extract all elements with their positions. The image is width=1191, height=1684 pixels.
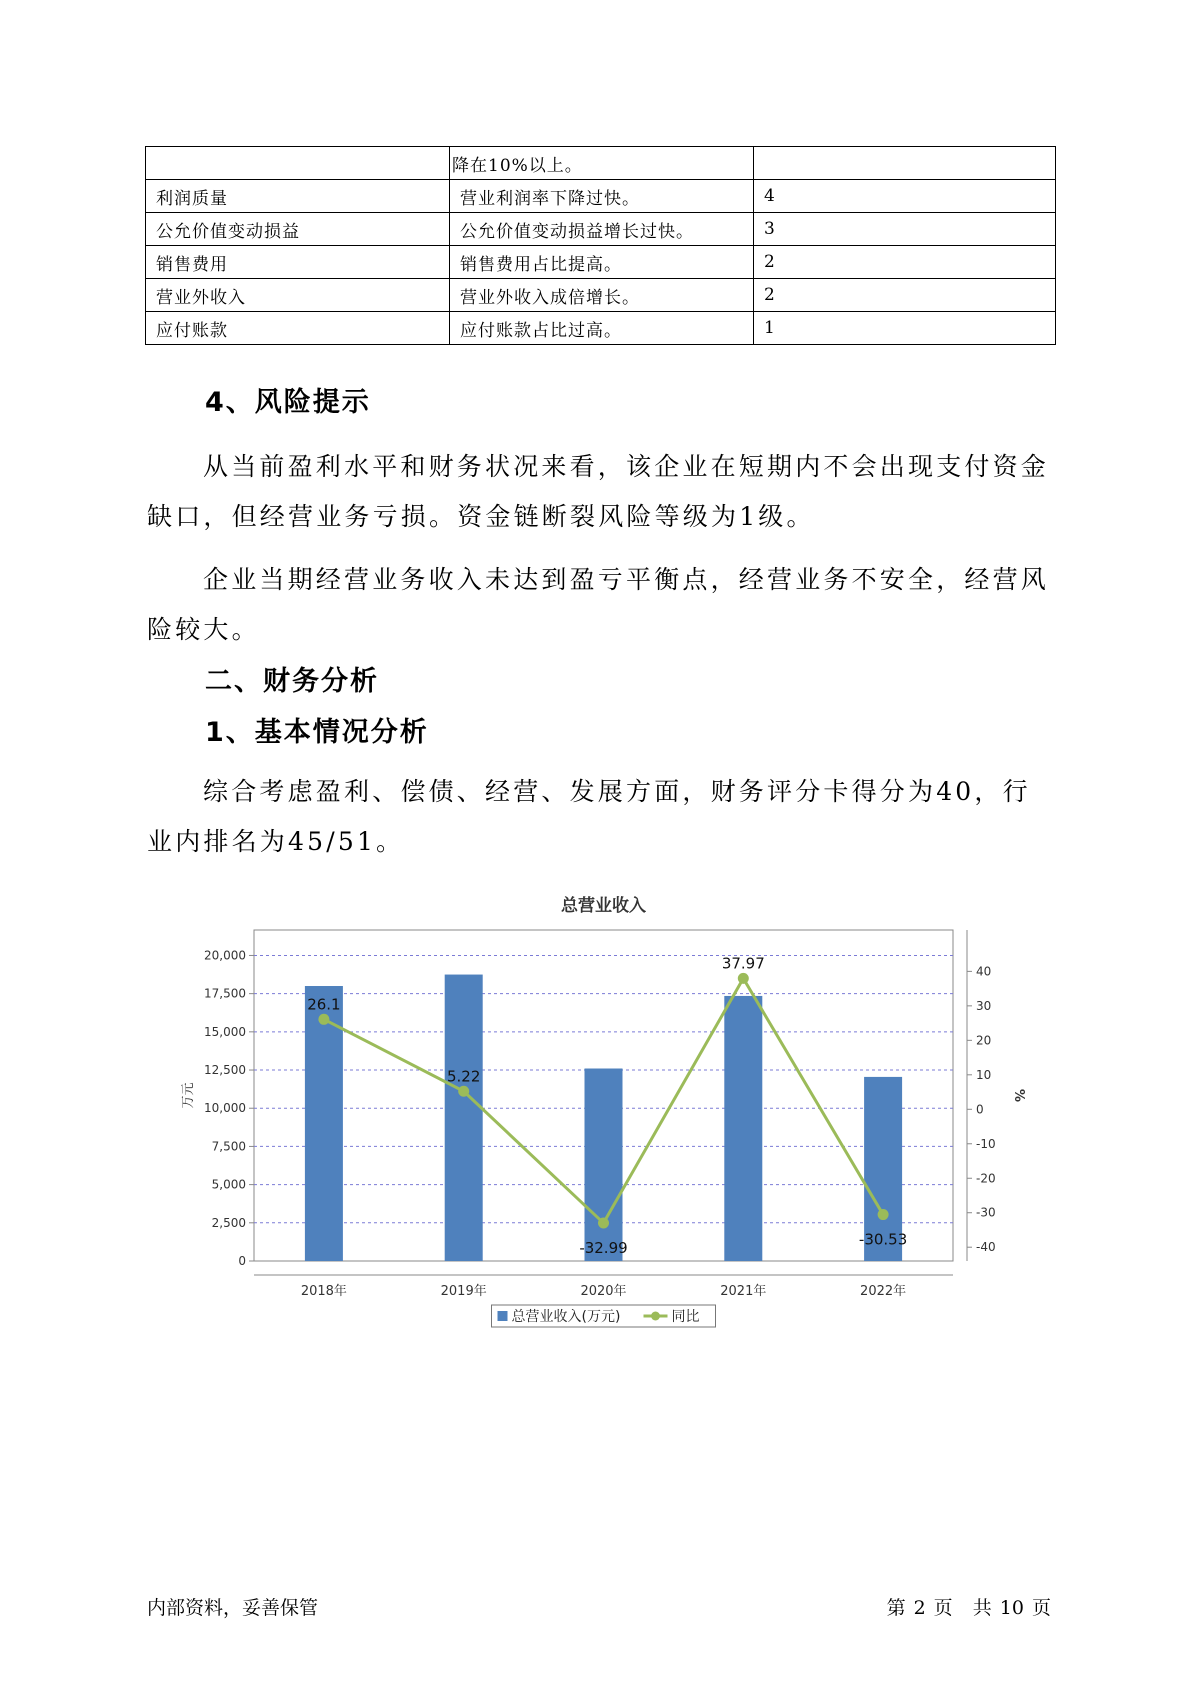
table-cell-item: 销售费用 [146,246,450,279]
legend-line-label: 同比 [671,1309,700,1325]
table-row [146,312,1056,345]
table-cell-desc: 营业利润率下降过快。 [450,180,754,213]
total-num: 10 [999,1597,1024,1619]
basic-analysis-heading: 1、基本情况分析 [205,717,429,748]
table-row [146,180,1056,213]
table-row [146,279,1056,312]
yoy-data-label: -30.53 [858,1230,908,1249]
x-tick-label: 2020年 [580,1284,627,1299]
yoy-point [738,973,749,984]
y2-tick-label: -10 [976,1136,996,1151]
yoy-data-label: -32.99 [579,1239,628,1258]
risk-heading: 4、风险提示 [205,387,371,418]
y2-tick-label: -20 [976,1171,996,1186]
table-cell-desc: 公允价值变动损益增长过快。 [450,213,754,246]
yoy-point [458,1086,469,1097]
risk-paragraph-1: 从当前盈利水平和财务状况来看，该企业在短期内不会出现支付资金缺口，但经营业务亏损。资金链断裂风险等级为1级。 [147,452,1050,531]
table-cell-item: 公允价值变动损益 [146,213,450,246]
y-tick-label: 0 [238,1254,246,1268]
y-tick-label: 2,500 [211,1215,246,1230]
x-tick-label: 2022年 [860,1284,907,1299]
yoy-data-label: 37.97 [721,954,765,973]
table-cell-item: 利润质量 [146,180,450,213]
x-tick-label: 2021年 [720,1284,767,1299]
table-cell-score: 3 [754,213,1056,246]
bar [724,996,762,1261]
table-cell-item [146,147,450,180]
table-cell-desc: 应付账款占比过高。 [450,312,754,345]
y-axis-label: 万元 [181,1082,196,1109]
bar [585,1069,623,1261]
y-tick-label: 10,000 [204,1101,246,1116]
risk-paragraph-2: 企业当期经营业务收入未达到盈亏平衡点，经营业务不安全，经营风险较大。 [147,565,1050,644]
table-cell-desc: 降在10%以上。 [450,147,754,180]
yoy-point [318,1014,329,1025]
table-cell-score: 2 [754,279,1056,312]
legend-line-marker [651,1312,660,1321]
y-tick-label: 5,000 [211,1177,246,1192]
total-label-1: 共 [972,1597,992,1619]
x-tick-label: 2018年 [300,1284,347,1299]
legend-bar-swatch [498,1311,508,1321]
revenue-chart [180,885,1030,1345]
table-row [146,246,1056,279]
yoy-point [598,1218,609,1229]
table-cell-item: 营业外收入 [146,279,450,312]
y2-axis-label: % [1011,1088,1026,1103]
table-cell-item: 应付账款 [146,312,450,345]
footer-confidential: 内部资料，妥善保管 [147,1597,319,1619]
page-label-2: 页 [933,1597,953,1619]
table-cell-desc: 销售费用占比提高。 [450,246,754,279]
total-label-2: 页 [1031,1597,1051,1619]
page-num: 2 [913,1597,926,1619]
y-tick-label: 12,500 [204,1063,246,1078]
y2-tick-label: -30 [976,1205,996,1220]
page-label-1: 第 [886,1597,906,1619]
y2-tick-label: 10 [976,1067,992,1082]
risk-table [145,146,1056,345]
basic-analysis-paragraph: 综合考虑盈利、偿债、经营、发展方面，财务评分卡得分为40，行业内排名为45/51。 [147,777,1031,856]
legend-bar-label: 总营业收入(万元) [511,1309,621,1325]
table-cell-score: 4 [754,180,1056,213]
table-row [146,213,1056,246]
y-tick-label: 15,000 [204,1024,246,1039]
table-row [146,147,1056,180]
x-tick-label: 2019年 [440,1284,487,1299]
y2-tick-label: -40 [976,1240,996,1255]
chart-canvas [180,885,1030,1345]
y2-tick-label: 0 [976,1102,984,1117]
footer-page-number [883,1593,1055,1620]
y-tick-label: 20,000 [204,948,246,963]
y-tick-label: 7,500 [211,1139,246,1154]
y-tick-label: 17,500 [204,986,246,1001]
table-cell-score: 2 [754,246,1056,279]
y2-tick-label: 40 [976,964,992,979]
table-cell-desc: 营业外收入成倍增长。 [450,279,754,312]
financial-analysis-heading: 二、财务分析 [205,666,379,697]
y2-tick-label: 20 [976,1033,992,1048]
yoy-data-label: 26.1 [307,995,341,1014]
yoy-data-label: 5.22 [446,1067,481,1086]
table-cell-score: 1 [754,312,1056,345]
bar [445,975,483,1261]
table-cell-score [754,147,1056,180]
yoy-point [878,1209,889,1220]
chart-title: 总营业收入 [561,896,646,916]
y2-tick-label: 30 [976,998,992,1013]
